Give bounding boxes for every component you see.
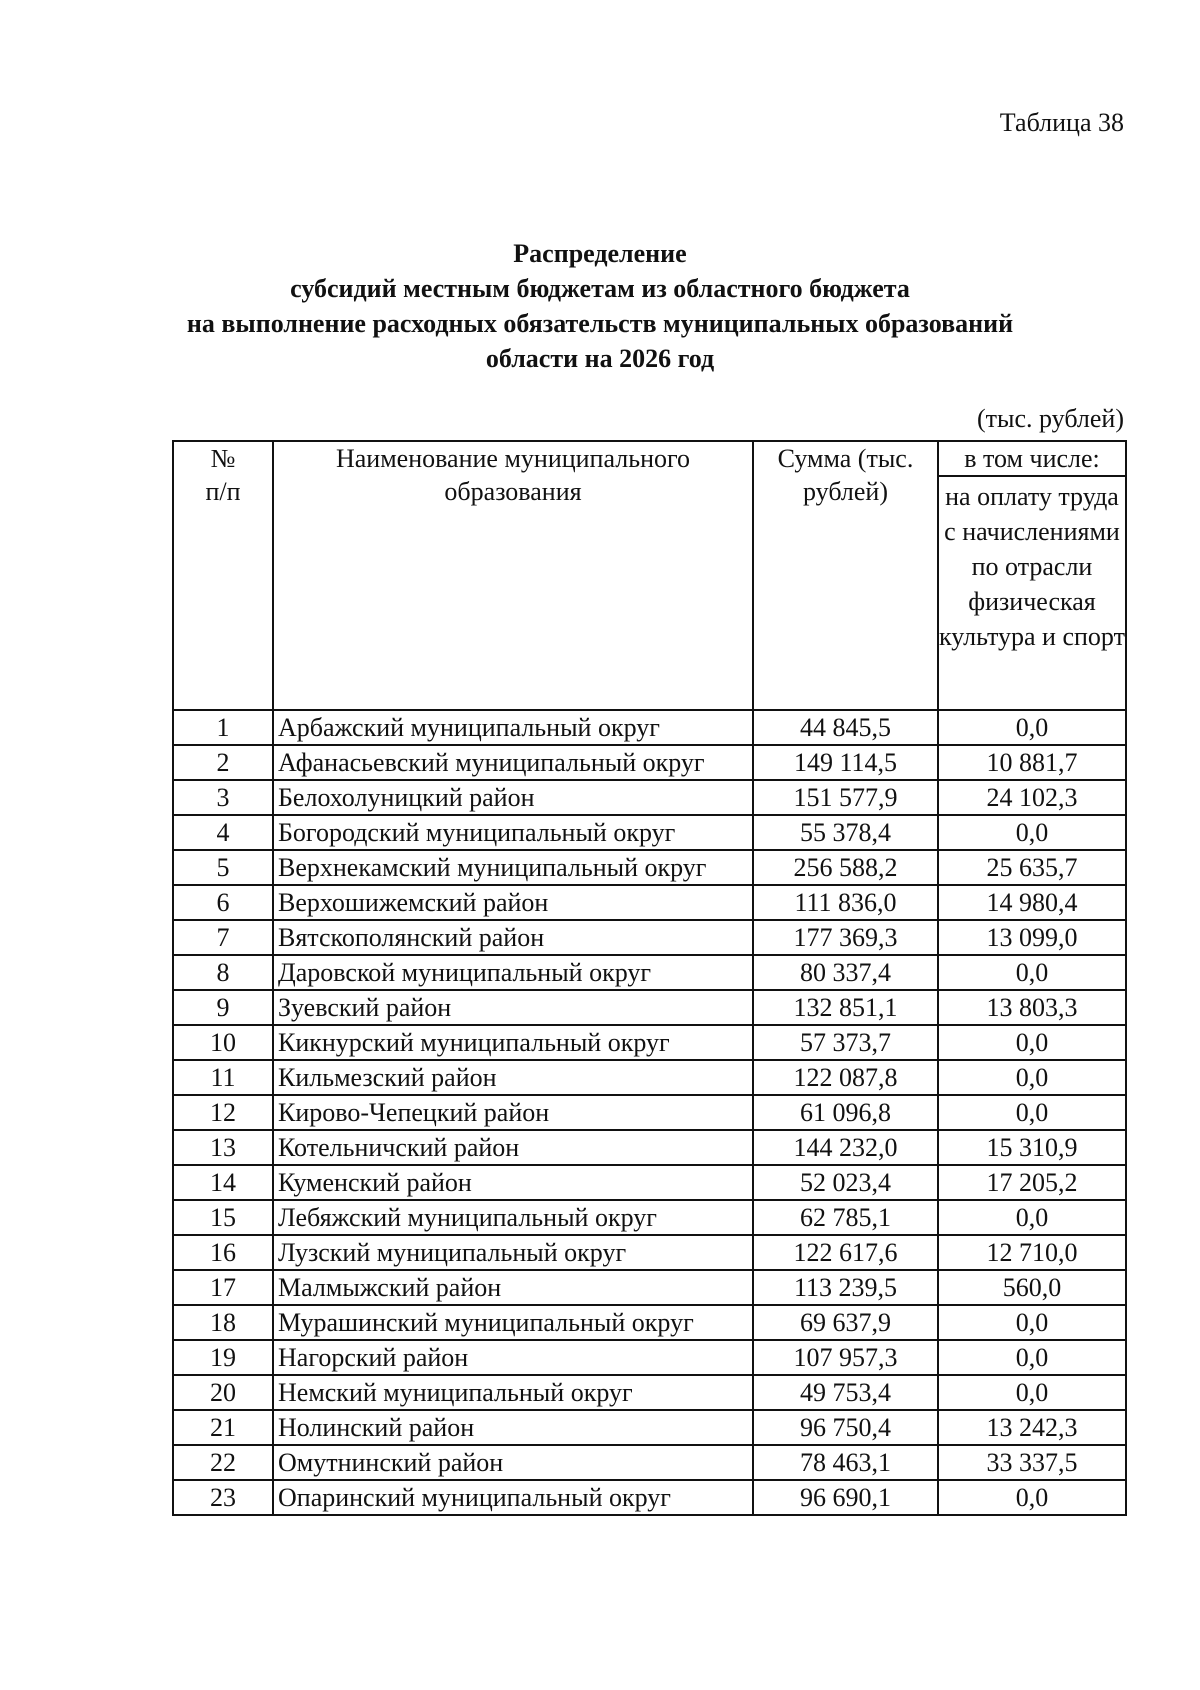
row-number: 23 xyxy=(173,1480,273,1515)
row-municipality-name: Мурашинский муниципальный округ xyxy=(273,1305,753,1340)
row-labor-payment: 17 205,2 xyxy=(938,1165,1126,1200)
table-row xyxy=(173,1235,1126,1270)
row-number: 10 xyxy=(173,1025,273,1060)
table-row xyxy=(173,1270,1126,1305)
header-labor-payment: на оплату труда с начислениями по отрасли физическая культура и спорт xyxy=(938,476,1126,710)
table-row xyxy=(173,885,1126,920)
row-number: 6 xyxy=(173,885,273,920)
row-labor-payment: 13 803,3 xyxy=(938,990,1126,1025)
row-labor-payment: 33 337,5 xyxy=(938,1445,1126,1480)
row-sum: 96 690,1 xyxy=(753,1480,938,1515)
title-line: на выполнение расходных обязательств муниципальных образований xyxy=(186,309,1014,338)
row-sum: 107 957,3 xyxy=(753,1340,938,1375)
row-municipality-name: Богородский муниципальный округ xyxy=(273,815,753,850)
row-sum: 132 851,1 xyxy=(753,990,938,1025)
row-labor-payment: 0,0 xyxy=(938,1060,1126,1095)
row-sum: 44 845,5 xyxy=(753,710,938,745)
row-sum: 52 023,4 xyxy=(753,1165,938,1200)
row-sum: 61 096,8 xyxy=(753,1095,938,1130)
table-row xyxy=(173,1200,1126,1235)
row-municipality-name: Немский муниципальный округ xyxy=(273,1375,753,1410)
row-sum: 122 617,6 xyxy=(753,1235,938,1270)
row-labor-payment: 0,0 xyxy=(938,1025,1126,1060)
row-number: 7 xyxy=(173,920,273,955)
table-body xyxy=(173,710,1126,1515)
document-title xyxy=(150,236,1050,376)
row-labor-payment: 10 881,7 xyxy=(938,745,1126,780)
row-labor-payment: 560,0 xyxy=(938,1270,1126,1305)
row-labor-payment: 24 102,3 xyxy=(938,780,1126,815)
row-number: 3 xyxy=(173,780,273,815)
row-number: 11 xyxy=(173,1060,273,1095)
row-labor-payment: 0,0 xyxy=(938,955,1126,990)
row-number: 15 xyxy=(173,1200,273,1235)
header-municipality-name: Наименование муниципального образования xyxy=(273,441,753,710)
row-sum: 57 373,7 xyxy=(753,1025,938,1060)
table-row xyxy=(173,1340,1126,1375)
row-number: 17 xyxy=(173,1270,273,1305)
row-municipality-name: Куменский район xyxy=(273,1165,753,1200)
row-sum: 111 836,0 xyxy=(753,885,938,920)
table-row xyxy=(173,990,1126,1025)
table-row xyxy=(173,1025,1126,1060)
row-sum: 96 750,4 xyxy=(753,1410,938,1445)
table-row xyxy=(173,1060,1126,1095)
subsidy-table xyxy=(172,440,1127,1516)
row-sum: 49 753,4 xyxy=(753,1375,938,1410)
table-row xyxy=(173,1480,1126,1515)
units-note: (тыс. рублей) xyxy=(976,404,1124,433)
row-labor-payment: 14 980,4 xyxy=(938,885,1126,920)
row-sum: 55 378,4 xyxy=(753,815,938,850)
row-municipality-name: Зуевский район xyxy=(273,990,753,1025)
row-labor-payment: 13 242,3 xyxy=(938,1410,1126,1445)
table-row xyxy=(173,1410,1126,1445)
row-number: 13 xyxy=(173,1130,273,1165)
table-row xyxy=(173,1305,1126,1340)
header-sum: Сумма (тыс. рублей) xyxy=(753,441,938,710)
row-municipality-name: Кикнурский муниципальный округ xyxy=(273,1025,753,1060)
row-number: 5 xyxy=(173,850,273,885)
row-municipality-name: Белохолуницкий район xyxy=(273,780,753,815)
row-number: 21 xyxy=(173,1410,273,1445)
row-municipality-name: Лузский муниципальный округ xyxy=(273,1235,753,1270)
row-sum: 144 232,0 xyxy=(753,1130,938,1165)
row-labor-payment: 15 310,9 xyxy=(938,1130,1126,1165)
table-row xyxy=(173,1375,1126,1410)
row-number: 4 xyxy=(173,815,273,850)
row-municipality-name: Афанасьевский муниципальный округ xyxy=(273,745,753,780)
row-labor-payment: 0,0 xyxy=(938,1480,1126,1515)
row-labor-payment: 0,0 xyxy=(938,1305,1126,1340)
table-row xyxy=(173,955,1126,990)
table-row xyxy=(173,710,1126,745)
table-row xyxy=(173,745,1126,780)
row-number: 19 xyxy=(173,1340,273,1375)
row-number: 16 xyxy=(173,1235,273,1270)
table-row xyxy=(173,815,1126,850)
table-row xyxy=(173,780,1126,815)
row-municipality-name: Лебяжский муниципальный округ xyxy=(273,1200,753,1235)
title-line: области на 2026 год xyxy=(485,344,715,373)
row-municipality-name: Омутнинский район xyxy=(273,1445,753,1480)
row-municipality-name: Нагорский район xyxy=(273,1340,753,1375)
row-sum: 62 785,1 xyxy=(753,1200,938,1235)
row-municipality-name: Верхошижемский район xyxy=(273,885,753,920)
row-municipality-name: Кильмезский район xyxy=(273,1060,753,1095)
row-sum: 113 239,5 xyxy=(753,1270,938,1305)
row-labor-payment: 0,0 xyxy=(938,1375,1126,1410)
row-municipality-name: Даровской муниципальный округ xyxy=(273,955,753,990)
row-labor-payment: 0,0 xyxy=(938,710,1126,745)
title-line: субсидий местным бюджетам из областного бюджета xyxy=(290,274,910,303)
row-labor-payment: 0,0 xyxy=(938,1095,1126,1130)
row-number: 9 xyxy=(173,990,273,1025)
row-municipality-name: Нолинский район xyxy=(273,1410,753,1445)
row-sum: 78 463,1 xyxy=(753,1445,938,1480)
row-municipality-name: Кирово-Чепецкий район xyxy=(273,1095,753,1130)
table-number-label: Таблица 38 xyxy=(999,108,1124,137)
row-labor-payment: 12 710,0 xyxy=(938,1235,1126,1270)
row-municipality-name: Верхнекамский муниципальный округ xyxy=(273,850,753,885)
table-row xyxy=(173,1165,1126,1200)
row-sum: 177 369,3 xyxy=(753,920,938,955)
row-number: 12 xyxy=(173,1095,273,1130)
row-municipality-name: Вятскополянский район xyxy=(273,920,753,955)
row-sum: 69 637,9 xyxy=(753,1305,938,1340)
table-row xyxy=(173,1445,1126,1480)
row-labor-payment: 0,0 xyxy=(938,815,1126,850)
row-number: 8 xyxy=(173,955,273,990)
row-number: 18 xyxy=(173,1305,273,1340)
table-row xyxy=(173,850,1126,885)
row-sum: 122 087,8 xyxy=(753,1060,938,1095)
row-sum: 151 577,9 xyxy=(753,780,938,815)
title-line: Распределение xyxy=(513,239,687,268)
row-municipality-name: Малмыжский район xyxy=(273,1270,753,1305)
table-row xyxy=(173,1130,1126,1165)
row-number: 14 xyxy=(173,1165,273,1200)
table-row xyxy=(173,920,1126,955)
header-including: в том числе: xyxy=(938,441,1126,476)
row-sum: 80 337,4 xyxy=(753,955,938,990)
table-header xyxy=(173,441,1126,710)
header-number: № п/п xyxy=(173,441,273,710)
row-municipality-name: Опаринский муниципальный округ xyxy=(273,1480,753,1515)
row-labor-payment: 25 635,7 xyxy=(938,850,1126,885)
row-labor-payment: 13 099,0 xyxy=(938,920,1126,955)
row-number: 2 xyxy=(173,745,273,780)
row-sum: 256 588,2 xyxy=(753,850,938,885)
row-municipality-name: Арбажский муниципальный округ xyxy=(273,710,753,745)
row-municipality-name: Котельничский район xyxy=(273,1130,753,1165)
row-labor-payment: 0,0 xyxy=(938,1200,1126,1235)
row-sum: 149 114,5 xyxy=(753,745,938,780)
row-number: 1 xyxy=(173,710,273,745)
table-row xyxy=(173,1095,1126,1130)
row-number: 22 xyxy=(173,1445,273,1480)
row-labor-payment: 0,0 xyxy=(938,1340,1126,1375)
row-number: 20 xyxy=(173,1375,273,1410)
